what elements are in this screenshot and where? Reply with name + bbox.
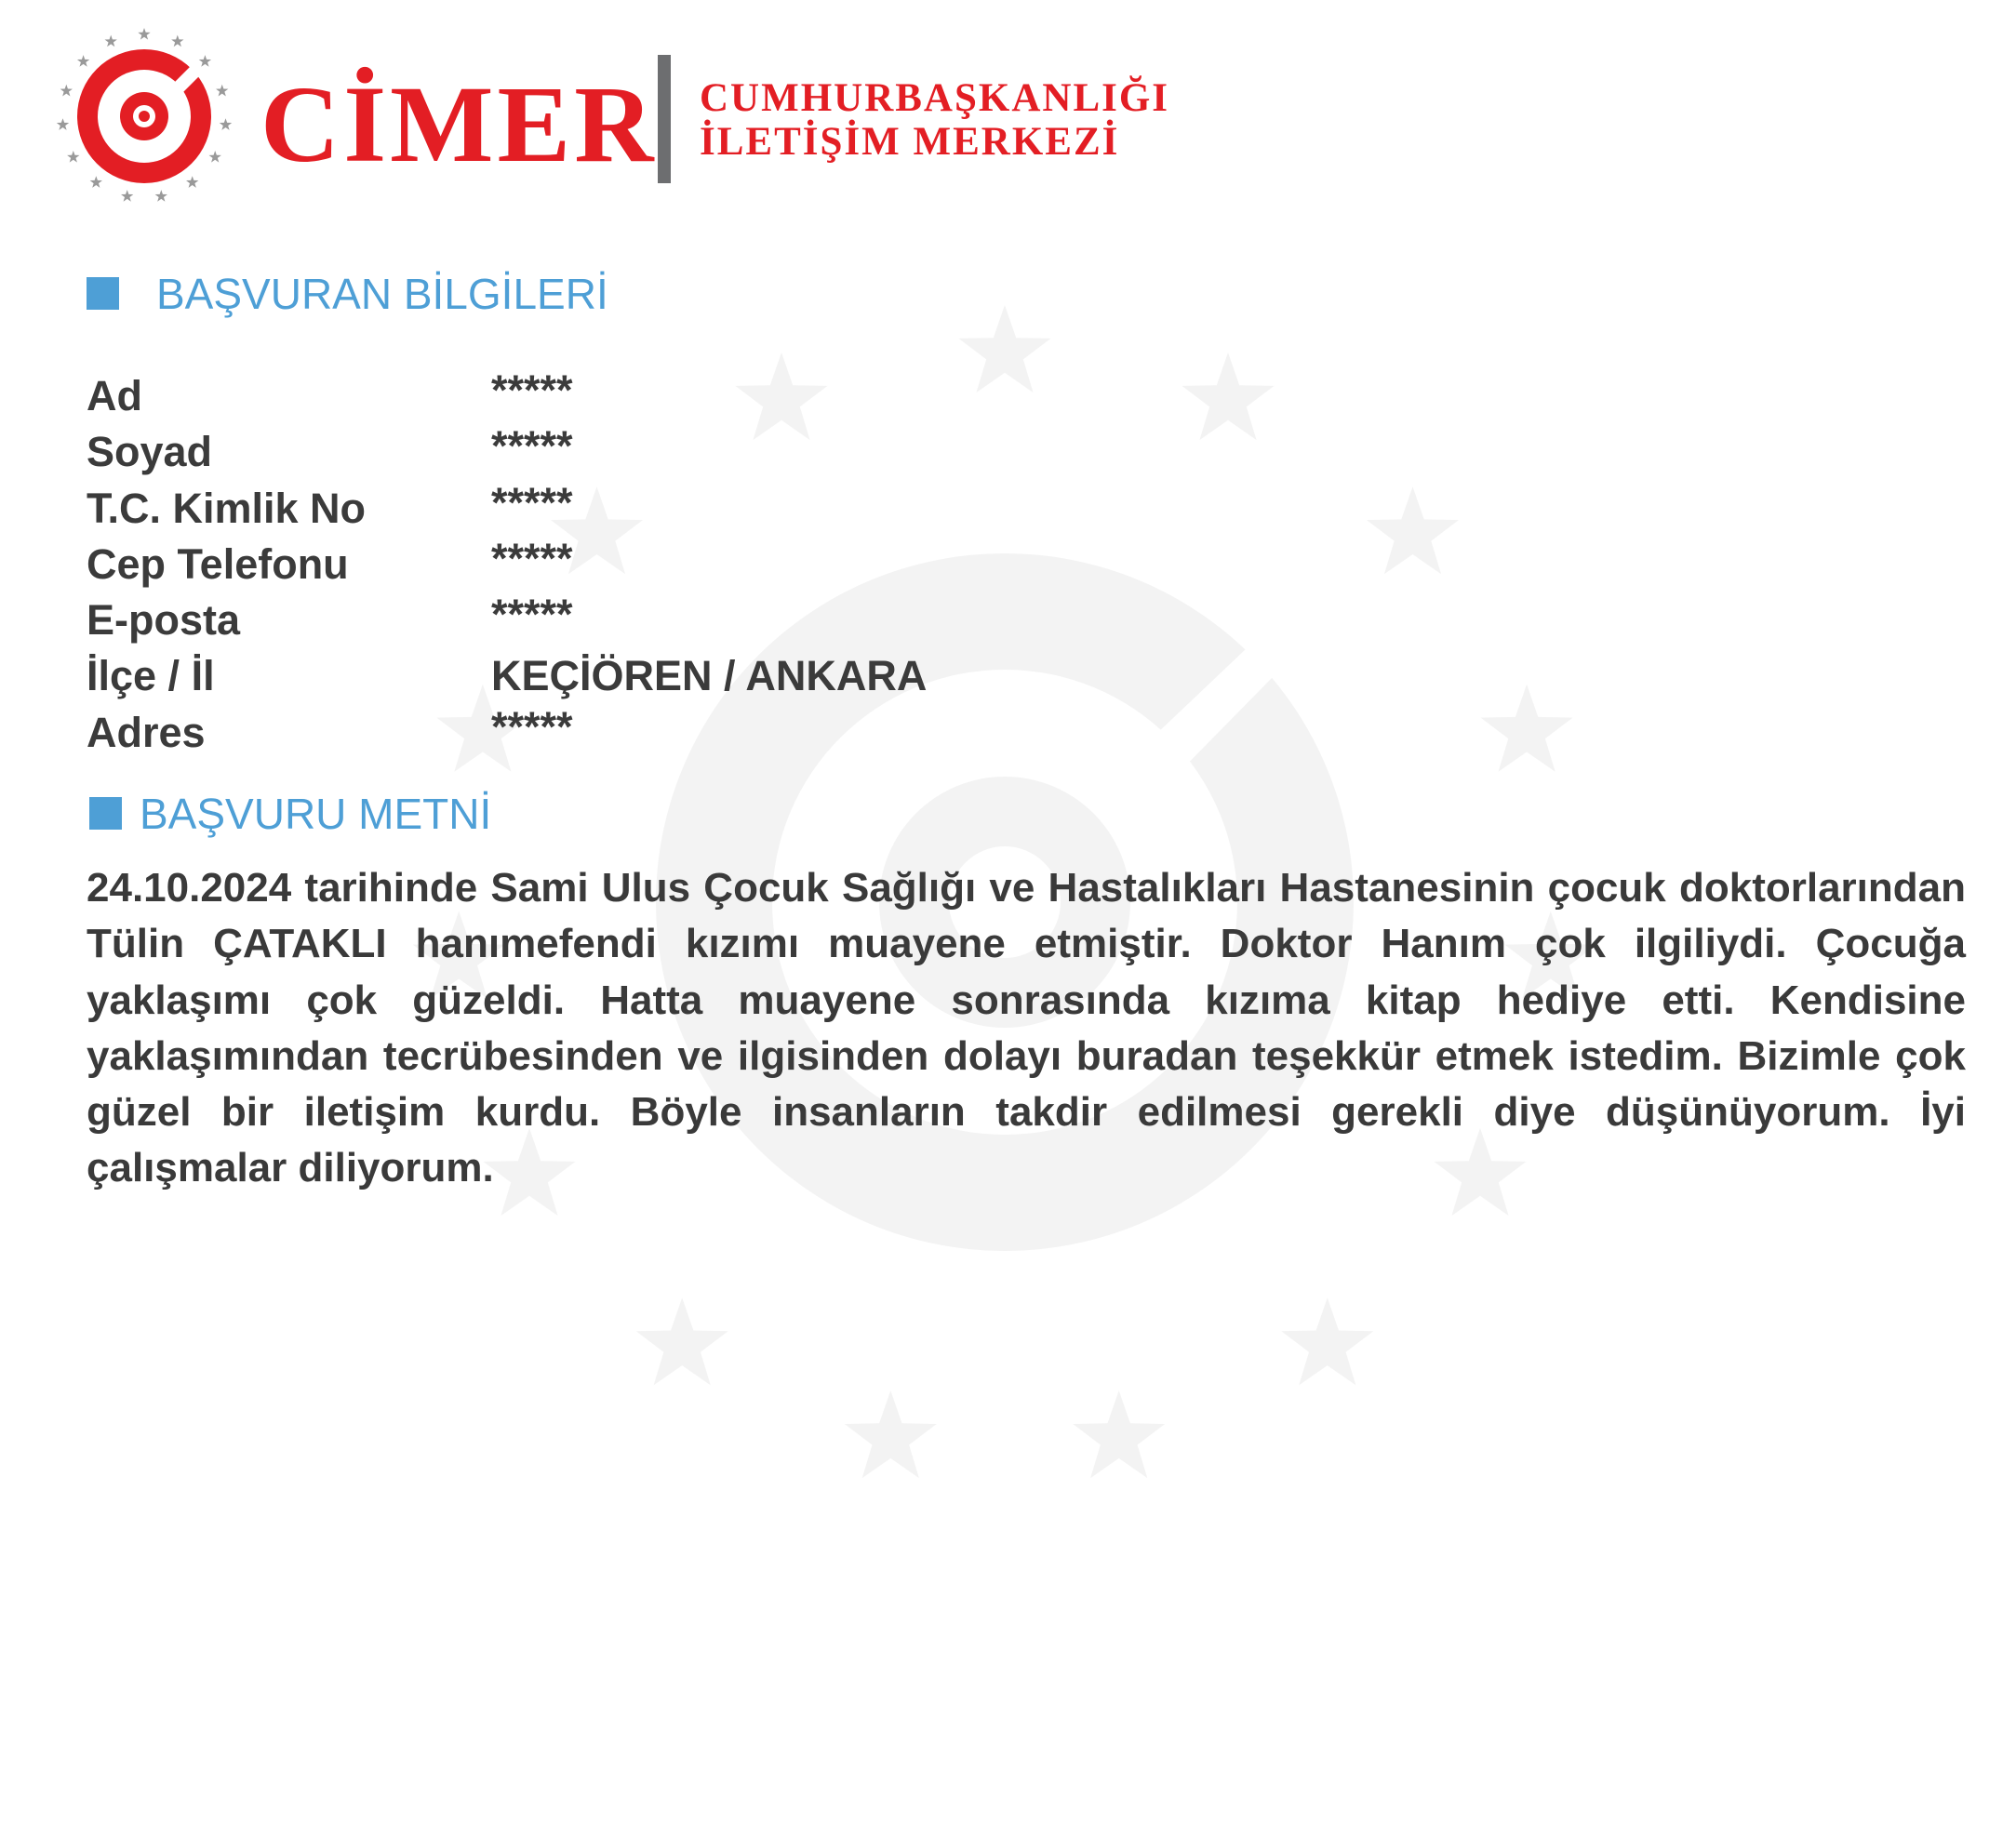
star-icon: [171, 35, 183, 47]
star-icon: [57, 118, 69, 130]
info-row-ad: [87, 368, 927, 424]
info-row-cep-telefonu: [87, 534, 927, 592]
application-text: 24.10.2024 tarihinde Sami Ulus Çocuk Sağlığı ve Hastalıkları Hastanesinin çocuk doktorlarından Tülin ÇATAKLI hanımefendi kızımı muayene etmiştir. Doktor Hanım çok ilgiliydi. Çocuğa yaklaşımı çok güzeldi. Hatta muayene sonrasında kızıma kitap hediye etti. Kendisine yaklaşımından tecrübesinden ve ilgisinden dolayı buradan teşekkür etmek istedim. Bizimle çok güzel bir iletişim kurdu. Böyle insanların takdir edilmesi gerekli diye düşünüyorum. İyi çalışmalar diliyorum.: [87, 865, 1966, 1191]
header: [51, 23, 1261, 209]
info-row-adres: [87, 702, 927, 761]
star-icon: [216, 85, 228, 97]
brand-subtitle-line2: İLETİŞİM MERKEZİ: [700, 120, 1120, 164]
star-icon: [138, 28, 150, 40]
star-icon: [90, 176, 102, 188]
info-value: KEÇİÖREN / ANKARA: [491, 652, 928, 700]
brand-name: CİMER: [260, 63, 658, 185]
info-label: E-posta: [87, 596, 241, 645]
star-icon: [220, 118, 232, 130]
info-label: T.C. Kimlik No: [87, 484, 367, 532]
info-row-ilce-il: [87, 648, 927, 704]
info-label: Cep Telefonu: [87, 539, 349, 588]
star-icon: [67, 151, 79, 163]
info-label: Adres: [87, 708, 206, 756]
star-icon: [209, 151, 221, 163]
info-value: *****: [491, 478, 573, 526]
info-value: *****: [491, 534, 573, 582]
brand-subtitle-line1: CUMHURBAŞKANLIĞI: [700, 76, 1170, 120]
brand-subtitle: [700, 76, 1169, 164]
applicant-section-title: BAŞVURAN BİLGİLERİ: [156, 270, 608, 318]
info-value: *****: [491, 422, 573, 471]
info-row-e-posta: [87, 592, 927, 648]
applicant-info: [87, 368, 927, 761]
info-value: *****: [491, 591, 573, 639]
info-row-tc-kimlik-no: [87, 478, 927, 537]
star-icon: [60, 85, 73, 97]
star-icon: [186, 176, 198, 188]
star-icon: [77, 55, 89, 67]
section-square-icon: [89, 797, 122, 830]
star-icon: [199, 55, 211, 67]
info-value: *****: [491, 702, 573, 751]
info-label: Soyad: [87, 428, 213, 476]
star-icon: [121, 190, 133, 202]
info-value: *****: [491, 366, 573, 414]
cimer-seal-icon: [51, 23, 237, 209]
info-label: İlçe / İl: [87, 652, 215, 700]
info-label: Ad: [87, 372, 142, 419]
info-row-soyad: [87, 424, 927, 480]
section-square-icon: [87, 277, 119, 310]
brand-divider: [658, 55, 671, 183]
star-icon: [105, 35, 117, 47]
application-section-title: BAŞVURU METNİ: [140, 790, 492, 838]
star-icon: [155, 190, 167, 202]
